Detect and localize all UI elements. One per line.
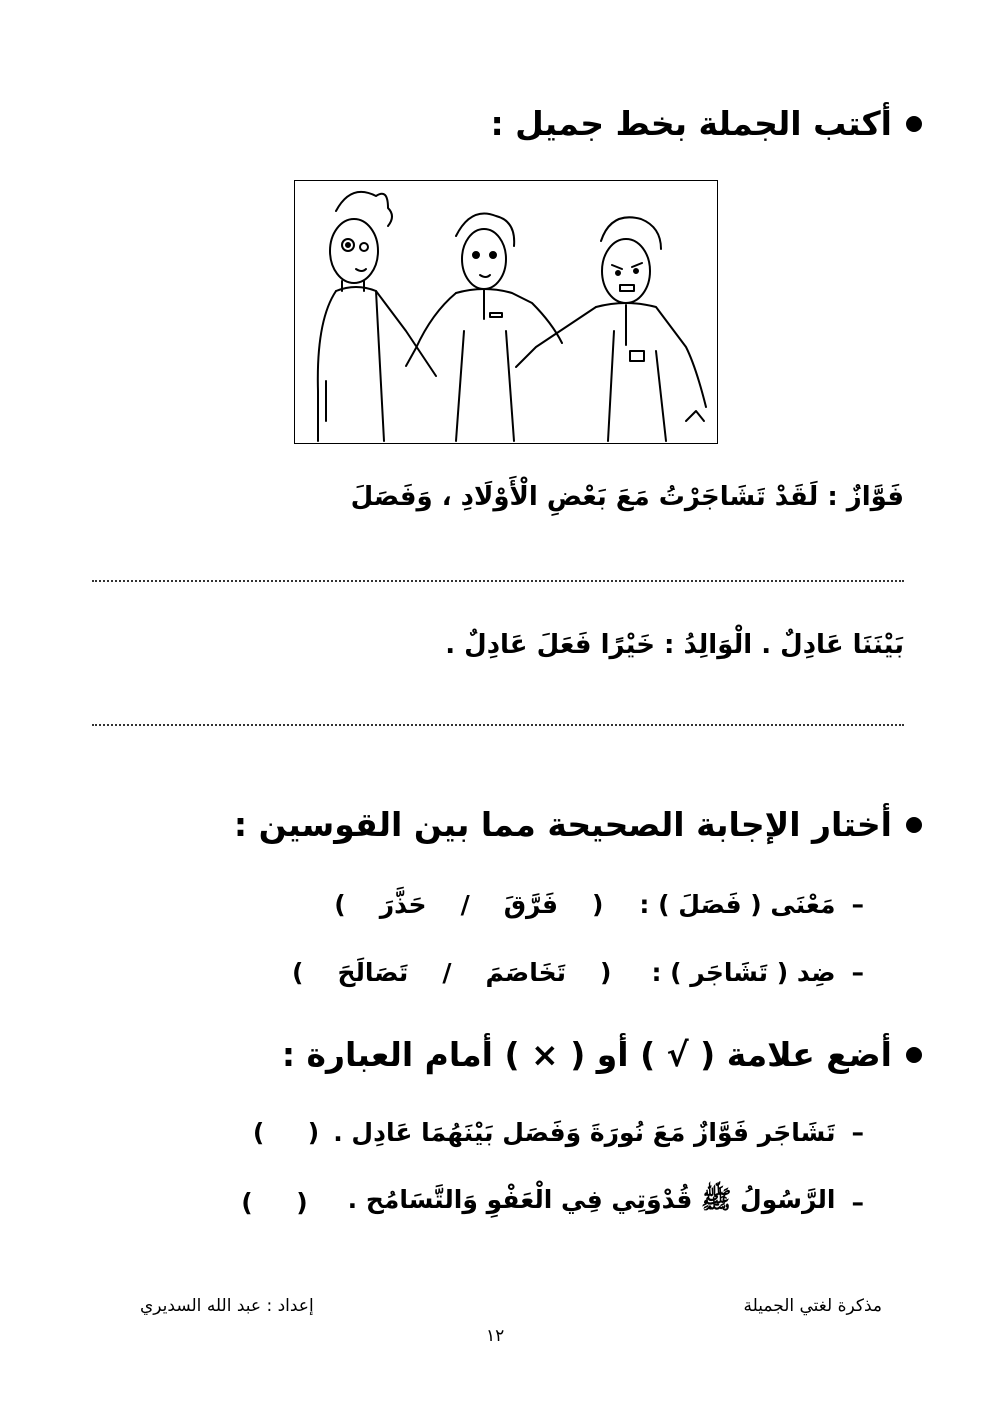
- question-prompt: ضِد ( تَشَاجَر ) :: [651, 958, 836, 987]
- answer-box[interactable]: ( ): [241, 1188, 308, 1217]
- writing-line-1[interactable]: [92, 580, 904, 582]
- statement-text: تَشَاجَر فَوَّازٌ مَعَ نُورَةَ وَفَصَل بَيْنَهُمَا عَادِل .: [333, 1118, 836, 1147]
- heading-text: أكتب الجملة بخط جميل :: [490, 104, 892, 143]
- page-number: ١٢: [486, 1326, 505, 1346]
- statement-text: الرَّسُولُ ﷺ قُدْوَتِي فِي الْعَفْوِ وَالتَّسَامُح .: [347, 1185, 836, 1214]
- answer-box[interactable]: ( ): [252, 1118, 320, 1147]
- bullet-icon: [906, 817, 922, 833]
- sentence-line-1: فَوَّازٌ : لَقَدْ تَشَاجَرْتُ مَعَ بَعْضِ الْأَوْلَادِ ، وَفَصَلَ: [350, 482, 904, 512]
- option-1[interactable]: فَرَّقَ: [503, 890, 558, 919]
- section-heading-handwriting: [491, 104, 923, 143]
- three-boys-illustration: [296, 181, 717, 442]
- choice-question-1: – مَعْنَى ( فَصَلَ ) : ( فَرَّقَ / حَذَّرَ ): [334, 890, 864, 919]
- section-heading-choose: [234, 805, 922, 844]
- writing-line-2[interactable]: [92, 724, 904, 726]
- option-2[interactable]: حَذَّرَ: [379, 890, 427, 919]
- bullet-icon: [906, 1047, 922, 1063]
- section-heading-true-false: [282, 1035, 922, 1074]
- true-false-item-1: – تَشَاجَر فَوَّازٌ مَعَ نُورَةَ وَفَصَل بَيْنَهُمَا عَادِل . ( ): [252, 1118, 864, 1147]
- sentence-line-2: بَيْنَنَا عَادِلٌ . الْوَالِدُ : خَيْرًا فَعَلَ عَادِلٌ .: [445, 630, 904, 660]
- choice-question-2: – ضِد ( تَشَاجَر ) : ( تَخَاصَمَ / تَصَالَحَ ): [292, 958, 864, 987]
- heading-text: أضع علامة ( √ ) أو ( × ) أمام العبارة :: [281, 1035, 892, 1074]
- footer-author: إعداد : عبد الله السديري: [140, 1296, 314, 1316]
- footer-title: مذكرة لغتي الجميلة: [743, 1296, 882, 1316]
- bullet-icon: [906, 116, 922, 132]
- heading-text: أختار الإجابة الصحيحة مما بين القوسين :: [233, 805, 892, 844]
- question-prompt: مَعْنَى ( فَصَلَ ) :: [639, 890, 836, 919]
- true-false-item-2: – الرَّسُولُ ﷺ قُدْوَتِي فِي الْعَفْوِ وَالتَّسَامُح . ( ): [241, 1184, 864, 1221]
- illustration-frame: [294, 180, 718, 444]
- option-2[interactable]: تَصَالَحَ: [337, 958, 409, 987]
- option-1[interactable]: تَخَاصَمَ: [485, 958, 567, 987]
